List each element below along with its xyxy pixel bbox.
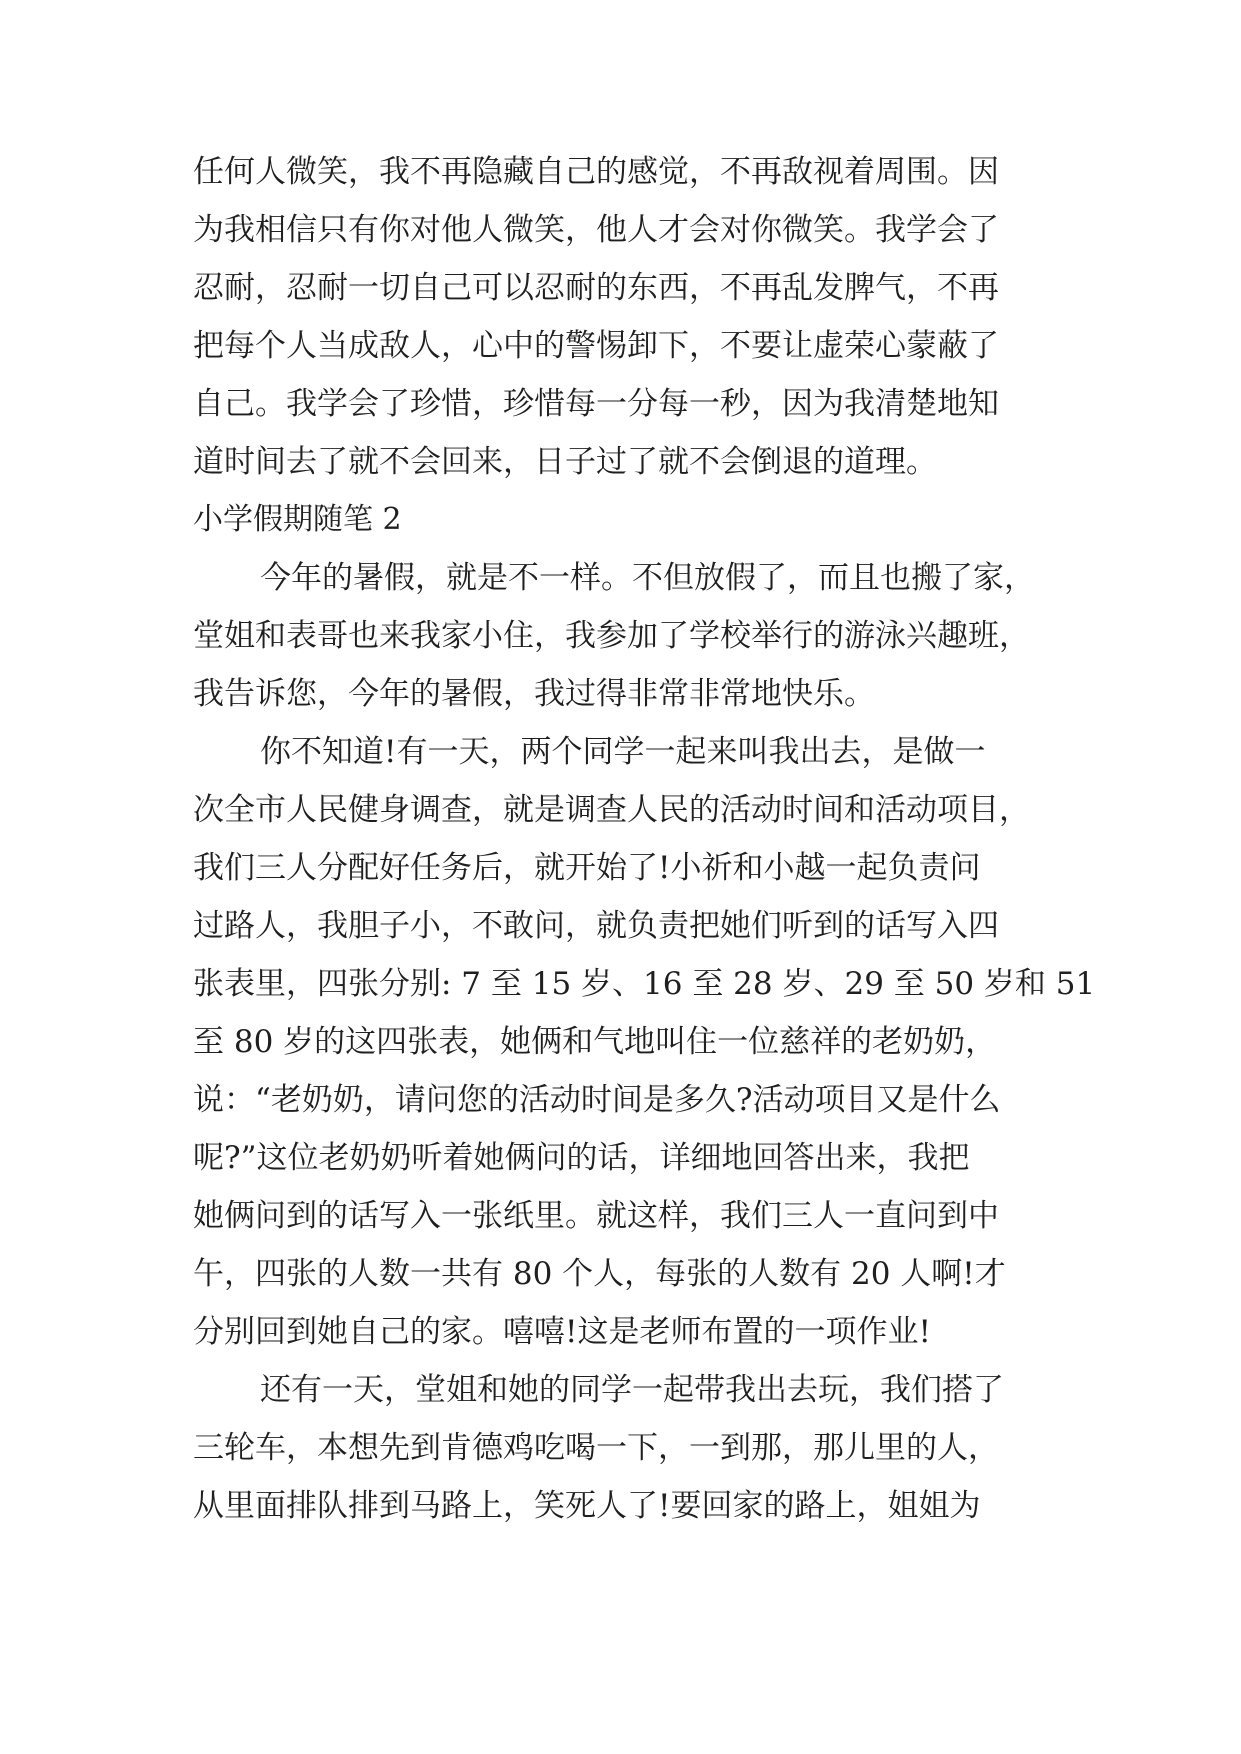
paragraph-line: 道时间去了就不会回来，日子过了就不会倒退的道理。 bbox=[193, 444, 937, 480]
paragraph-line: 你不知道!有一天，两个同学一起来叫我出去，是做一 bbox=[260, 734, 986, 770]
paragraph-line: 自己。我学会了珍惜，珍惜每一分每一秒，因为我清楚地知 bbox=[193, 386, 999, 422]
paragraph-line: 从里面排队排到马路上，笑死人了!要回家的路上，姐姐为 bbox=[193, 1488, 981, 1524]
paragraph-line: 忍耐，忍耐一切自己可以忍耐的东西，不再乱发脾气，不再 bbox=[193, 270, 999, 306]
paragraph-line: 为我相信只有你对他人微笑，他人才会对你微笑。我学会了 bbox=[193, 212, 999, 248]
paragraph-line: 次全市人民健身调查，就是调查人民的活动时间和活动项目， bbox=[193, 792, 1030, 828]
paragraph-line: 还有一天，堂姐和她的同学一起带我出去玩，我们搭了 bbox=[260, 1372, 1004, 1408]
paragraph-line: 过路人，我胆子小，不敢问，就负责把她们听到的话写入四 bbox=[193, 908, 999, 944]
section-heading: 小学假期随笔 2 bbox=[193, 502, 402, 537]
paragraph-line: 任何人微笑，我不再隐藏自己的感觉，不再敌视着周围。因 bbox=[193, 154, 999, 190]
paragraph-line: 分别回到她自己的家。嘻嘻!这是老师布置的一项作业! bbox=[193, 1314, 931, 1350]
paragraph-line: 说：“老奶奶，请问您的活动时间是多久?活动项目又是什么 bbox=[193, 1082, 1001, 1118]
paragraph-line: 至 80 岁的这四张表，她俩和气地叫住一位慈祥的老奶奶， bbox=[193, 1024, 997, 1060]
paragraph-line: 我告诉您，今年的暑假，我过得非常非常地快乐。 bbox=[193, 676, 875, 712]
paragraph-line: 呢?”这位老奶奶听着她俩问的话，详细地回答出来，我把 bbox=[193, 1140, 970, 1176]
paragraph-line: 三轮车，本想先到肯德鸡吃喝一下，一到那，那儿里的人， bbox=[193, 1430, 999, 1466]
paragraph-line: 堂姐和表哥也来我家小住，我参加了学校举行的游泳兴趣班， bbox=[193, 618, 1030, 654]
paragraph-line: 把每个人当成敌人，心中的警惕卸下，不要让虚荣心蒙蔽了 bbox=[193, 328, 999, 364]
paragraph-line: 我们三人分配好任务后，就开始了!小祈和小越一起负责问 bbox=[193, 850, 981, 886]
paragraph-line: 她俩问到的话写入一张纸里。就这样，我们三人一直问到中 bbox=[193, 1198, 999, 1234]
paragraph-line: 张表里，四张分别: 7 至 15 岁、16 至 28 岁、29 至 50 岁和 51 bbox=[193, 966, 1096, 1002]
paragraph-line: 今年的暑假，就是不一样。不但放假了，而且也搬了家， bbox=[260, 560, 1035, 596]
paragraph-line: 午，四张的人数一共有 80 个人，每张的人数有 20 人啊!才 bbox=[193, 1256, 1006, 1292]
